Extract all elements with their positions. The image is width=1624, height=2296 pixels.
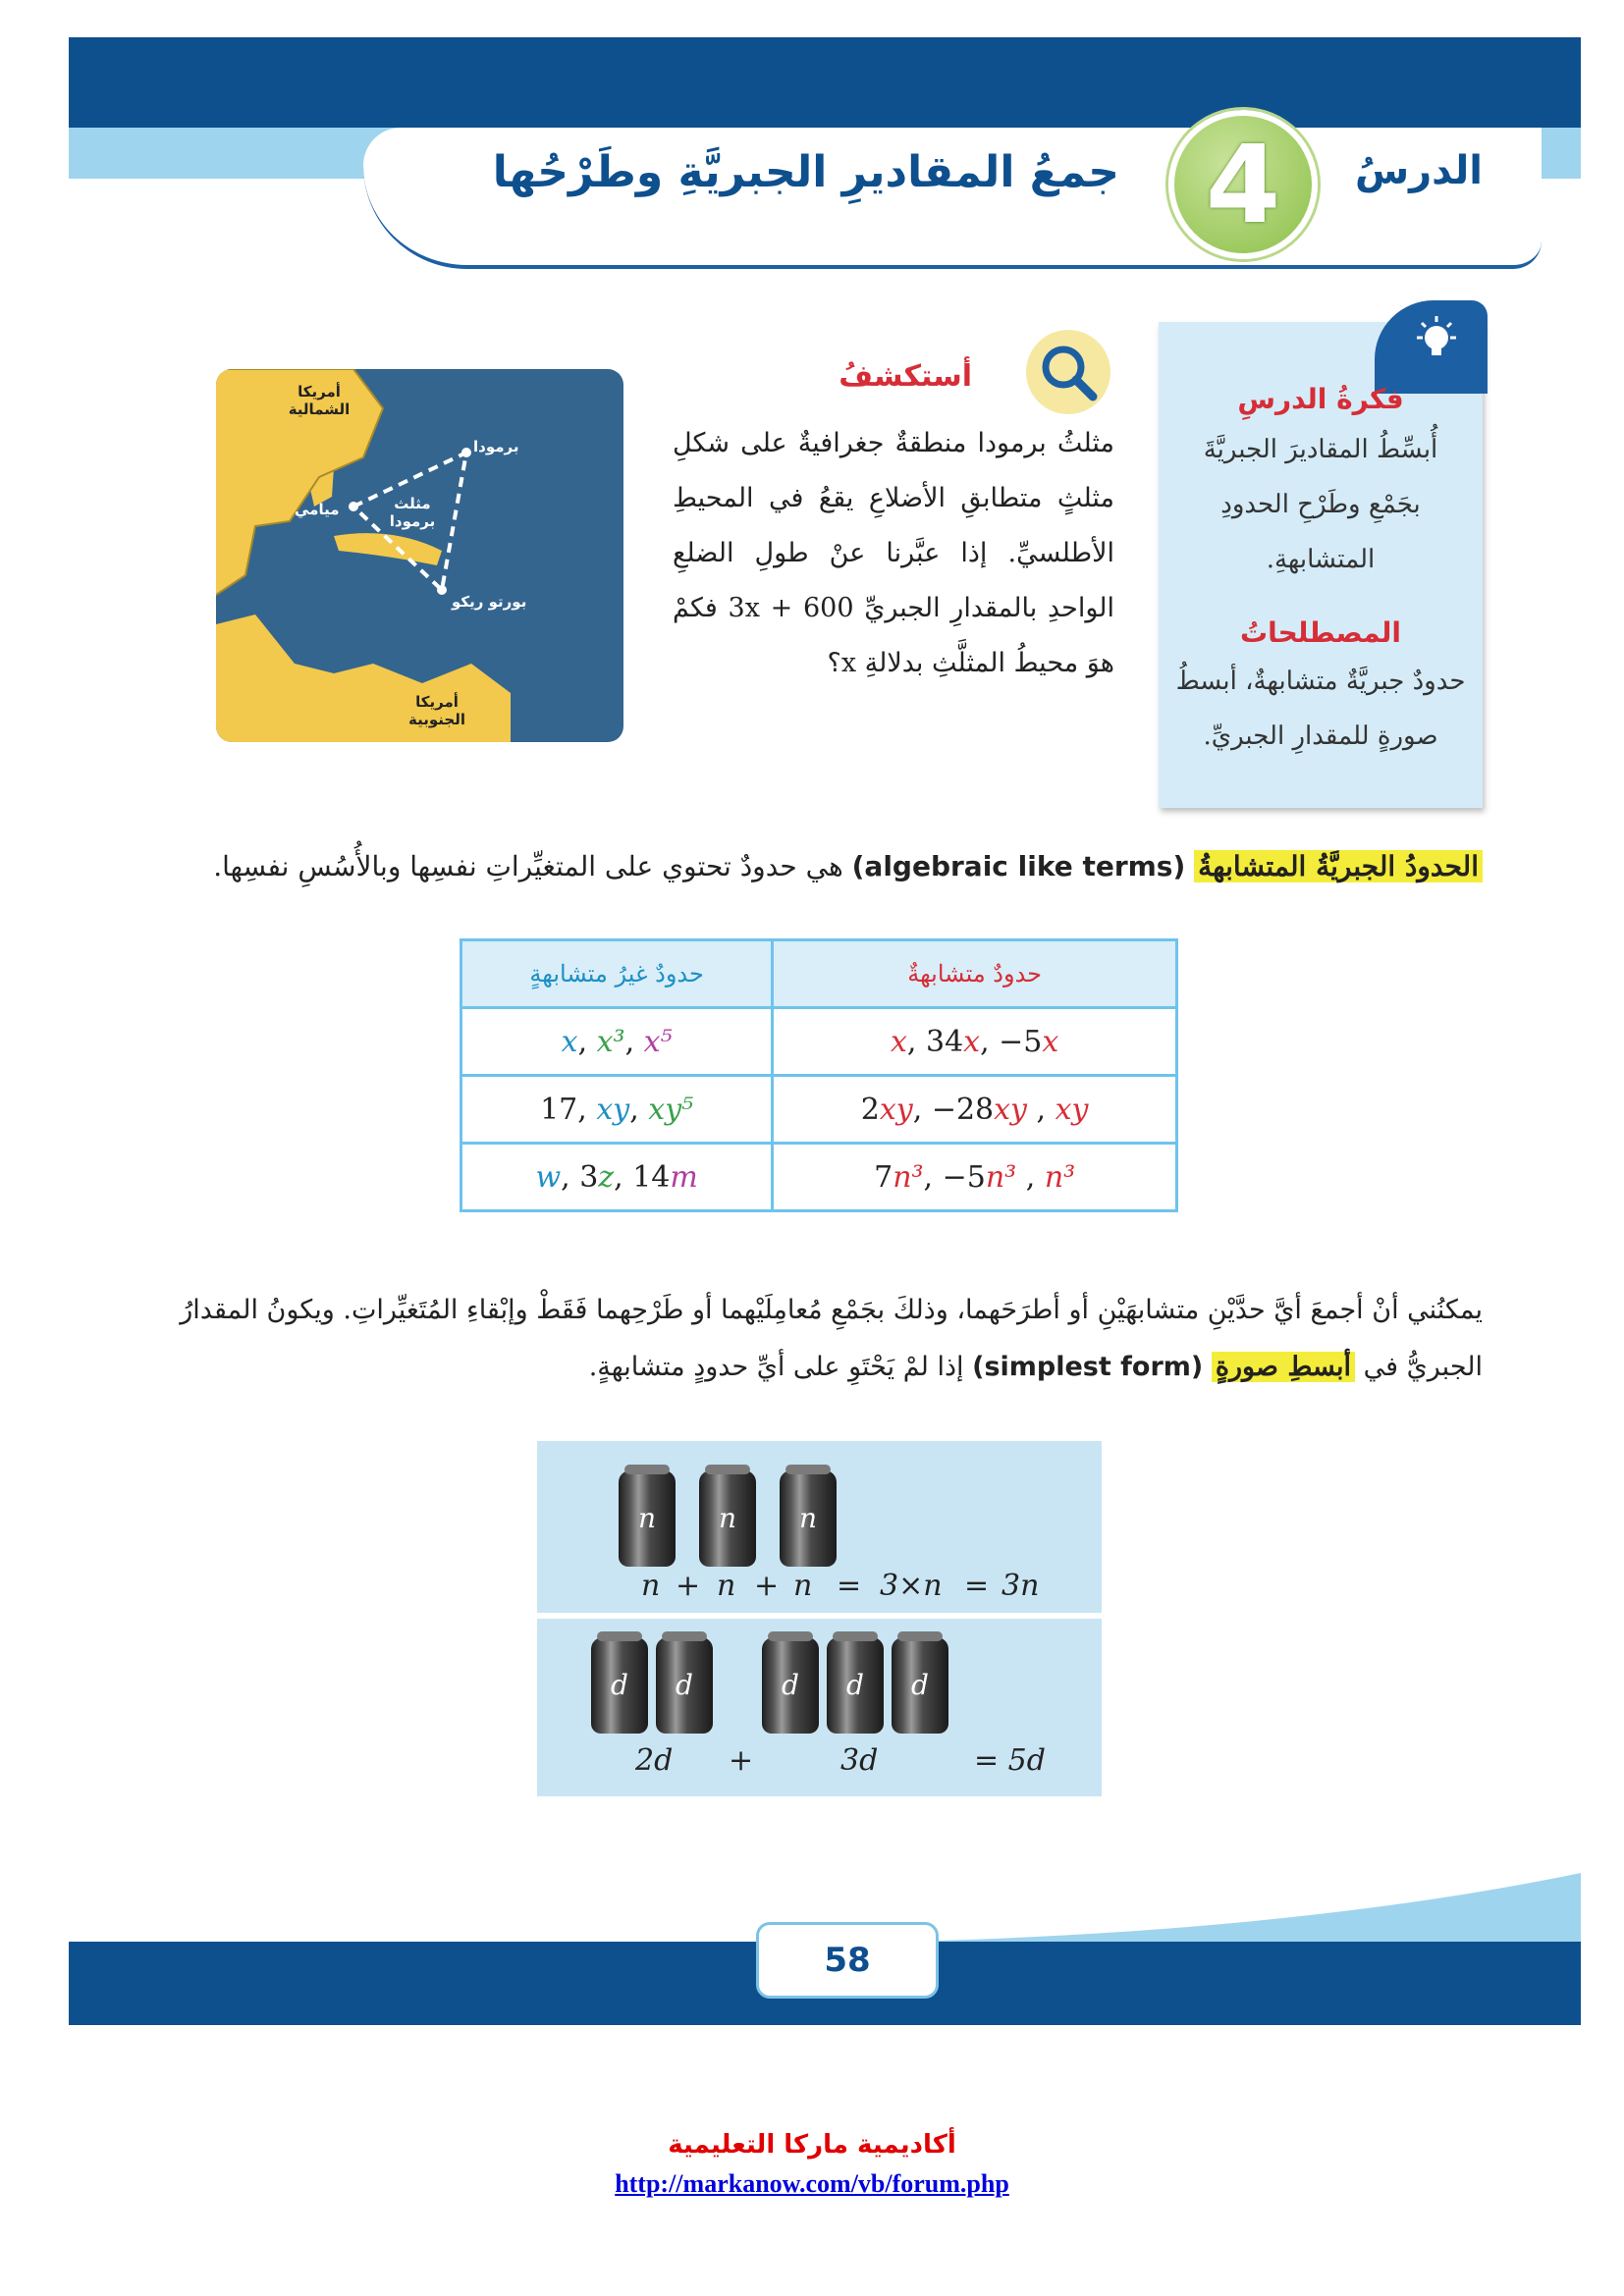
- can-d: d: [656, 1637, 713, 1734]
- header-band: [69, 37, 1581, 128]
- table-row: [461, 1076, 1177, 1144]
- page-number: 58: [756, 1922, 939, 1999]
- english-term: (algebraic like terms): [851, 850, 1186, 882]
- can-d: d: [762, 1637, 819, 1734]
- paragraph-end: إذا لمْ يَحْتَوِ على أيِّ حدودٍ متشابهةٍ.: [588, 1352, 964, 1382]
- eq-term: n: [793, 1569, 813, 1603]
- eq-product: 3×n: [880, 1569, 943, 1603]
- can-d: d: [892, 1637, 948, 1734]
- terms-heading: المصطلحاتُ: [1239, 616, 1401, 649]
- lesson-title: جمعُ المقاديرِ الجبريَّةِ وطَرْحُها: [492, 147, 1119, 197]
- cans-divider: [537, 1613, 1102, 1619]
- lesson-word: الدرسُ: [1354, 148, 1483, 193]
- textbook-page: [69, 37, 1581, 2025]
- eq-equals: =: [964, 1569, 990, 1603]
- can-d: d: [591, 1637, 648, 1734]
- footer-link[interactable]: http://markanow.com/vb/forum.php: [615, 2169, 1009, 2198]
- can-n: n: [619, 1470, 676, 1567]
- header-like-terms: حدودٌ متشابهةٌ: [773, 940, 1177, 1008]
- explore-text: مثلثُ برمودا منطقةٌ جغرافيةٌ على شكلِ مثلثٍ متطابقِ الأضلاعِ يقعُ في المحيطِ الأطلسيِّ. إذا عبَّرنا عنْ طولِ الضلعِ الواحدِ بالمقدارِ الجبريِّ 600 + 3x فكمْ هوَ محيطُ المثلَّثِ بدلالةِ x؟: [673, 428, 1115, 678]
- like-terms-table: [460, 938, 1178, 1212]
- lightbulb-icon: [1409, 312, 1464, 367]
- idea-line-3: المتشابهةِ.: [1266, 545, 1376, 574]
- explore-heading: أستكشفُ: [839, 359, 972, 394]
- eq-term: 2d: [635, 1743, 674, 1778]
- eq-term: n: [717, 1569, 736, 1603]
- map-label-north-america: أمريكا الشمالية: [288, 383, 351, 418]
- terms-line-2: صورةٍ للمقدارِ الجبريِّ.: [1203, 721, 1438, 751]
- map-label-triangle: مثلث برمودا: [389, 495, 436, 530]
- map-label-puerto-rico: بورتو ريكو: [452, 593, 527, 611]
- idea-heading: فكرةُ الدرسِ: [1237, 383, 1404, 415]
- eq-plus: +: [676, 1569, 701, 1603]
- idea-line-2: بجَمْعِ وطَرْحِ الحدودِ: [1220, 490, 1421, 519]
- eq-result: = 5d: [974, 1743, 1046, 1778]
- can-n: n: [699, 1470, 756, 1567]
- definition-text: هي حدودٌ تحتوي على المتغيِّراتِ نفسِها وبالأُسُسِ نفسِها.: [213, 850, 843, 882]
- eq-result: 3n: [1001, 1569, 1040, 1603]
- idea-line-1: أُبسِّطُ المقاديرَ الجبريَّةَ: [1203, 435, 1438, 464]
- like-cell: x, 34x, −5x: [773, 1008, 1177, 1076]
- table-row: [461, 1008, 1177, 1076]
- can-d: d: [827, 1637, 884, 1734]
- english-simplest-form: (simplest form): [972, 1352, 1204, 1382]
- eq-equals: =: [837, 1569, 862, 1603]
- unlike-cell: w, 3z, 14m: [461, 1144, 773, 1211]
- paragraph-start: الجبريُّ في: [1363, 1352, 1483, 1382]
- eq-plus: +: [754, 1569, 780, 1603]
- like-cell: 7n³, −5n³ , n³: [773, 1144, 1177, 1211]
- map-label-south-america: أمريكا الجنوبية: [408, 693, 465, 728]
- like-cell: 2xy, −28xy , xy: [773, 1076, 1177, 1144]
- eq-term: 3d: [840, 1743, 879, 1778]
- eq-term: n: [641, 1569, 661, 1603]
- highlighted-simplest-form: أبسطِ صورةٍ: [1212, 1352, 1355, 1382]
- map-label-miami: ميامي: [295, 501, 340, 518]
- magnifier-icon: [1026, 330, 1110, 414]
- definition-line: [213, 850, 1483, 882]
- can-n: n: [780, 1470, 837, 1567]
- unlike-cell: x, x³, x⁵: [461, 1008, 773, 1076]
- paragraph-line-2: [167, 1339, 1483, 1396]
- unlike-cell: 17, xy, xy⁵: [461, 1076, 773, 1144]
- paragraph-line-1: يمكنُني أنْ أجمعَ أيَّ حدَّيْنِ متشابهَيْنِ أو أطرَحَهما، وذلكَ بجَمْعِ مُعامِلَيْهما أو طَرْحِهما فَقَطْ وإبْقاءِ المُتَغيِّراتِ. ويكونُ المقدارُ: [180, 1295, 1483, 1325]
- footer-academy-name: أكاديمية ماركا التعليمية: [668, 2130, 956, 2160]
- bermuda-map: [216, 369, 623, 742]
- lesson-number-badge: 4: [1168, 110, 1318, 259]
- eq-plus: +: [729, 1743, 754, 1778]
- highlighted-term: الحدودُ الجبريَّةُ المتشابهةُ: [1194, 850, 1483, 882]
- map-graphic: [216, 369, 623, 742]
- header-unlike-terms: حدودٌ غيرُ متشابهةٍ: [461, 940, 773, 1008]
- table-row: [461, 1144, 1177, 1211]
- map-label-bermuda: برمودا: [473, 438, 519, 455]
- terms-line-1: حدودٌ جبريَّةٌ متشابهةٌ، أبسطُ: [1175, 667, 1466, 696]
